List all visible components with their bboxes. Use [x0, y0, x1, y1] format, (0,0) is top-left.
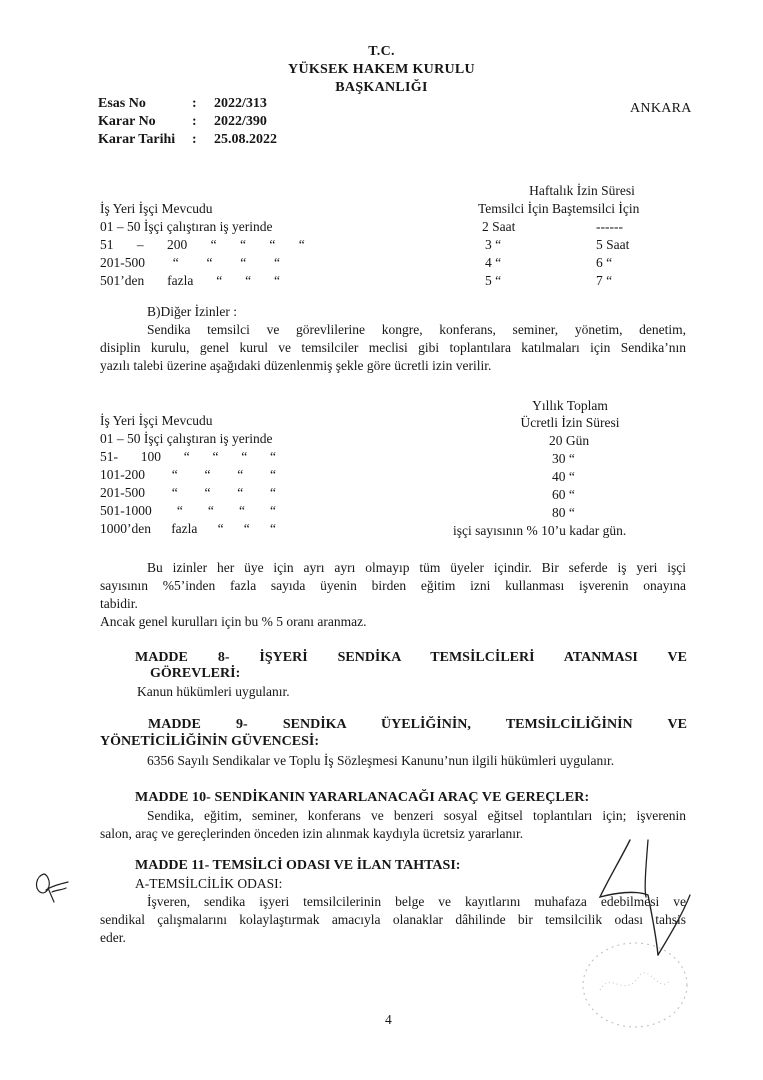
madde11-subtitle: A-TEMSİLCİLİK ODASI:: [135, 876, 283, 891]
table2-row-value: 30 “: [552, 451, 575, 466]
meta-value: 2022/313: [214, 96, 267, 111]
madde9-body: 6356 Sayılı Sendikalar ve Toplu İş Sözleşmesi Kanunu’nun ilgili hükümleri uygulanır.: [147, 753, 615, 768]
table2-row-label: 101-200 “ “ “ “: [100, 467, 276, 482]
madde8-title: MADDE 8- İŞYERİ SENDİKA TEMSİLCİLERİ ATANMASI VE: [135, 650, 687, 665]
table1-row-label: 501’den fazla “ “ “: [100, 273, 280, 288]
madde11-body-line: sendikal çalışmalarını kolaylaştırmak amacıyla olanaklar dâhilinde bir temsilcilik odası tahsis: [100, 912, 686, 927]
table1-row-temsilci: 3 “: [485, 237, 502, 252]
section-b-para-line: yazılı talebi üzerine aşağıdaki düzenlenmiş şekle göre ücretli izin verilir.: [100, 358, 492, 373]
table2-row-value: 20 Gün: [549, 433, 590, 448]
table1-row-label: 51 – 200 “ “ “ “: [100, 237, 305, 252]
table1-row-bas: 5 Saat: [596, 237, 630, 252]
meta-value: 2022/390: [214, 114, 267, 129]
table1-right-header1: Haftalık İzin Süresi: [529, 183, 635, 198]
table1-right-header2: Temsilci İçin Baştemsilci İçin: [478, 201, 640, 216]
table1-row-temsilci: 5 “: [485, 273, 502, 288]
table2-row-label: 501-1000 “ “ “ “: [100, 503, 276, 518]
table2-left-header: İş Yeri İşçi Mevcudu: [100, 413, 213, 428]
note-line: Bu izinler her üye için ayrı ayrı olmayıp tüm üyeler içindir. Bir seferde iş yeri işçi: [147, 560, 686, 575]
table1-row-label: 01 – 50 İşçi çalıştıran iş yerinde: [100, 219, 273, 234]
table2-row-value: işçi sayısının % 10’u kadar gün.: [453, 523, 627, 538]
page-number: 4: [385, 1012, 392, 1027]
table1-row-temsilci: 4 “: [485, 255, 502, 270]
header-presidency: BAŞKANLIĞI: [335, 80, 428, 95]
madde11-body-line: eder.: [100, 930, 126, 945]
handwritten-initial: [30, 868, 72, 906]
madde9-title: MADDE 9- SENDİKA ÜYELİĞİNİN, TEMSİLCİLİĞİNİN VE: [148, 717, 687, 732]
table2-right-header1: Yıllık Toplam: [532, 398, 608, 413]
table2-row-label: 1000’den fazla “ “ “: [100, 521, 276, 536]
table1-row-bas: ------: [596, 219, 623, 234]
madde11-title: MADDE 11- TEMSİLCİ ODASI VE İLAN TAHTASI:: [135, 858, 461, 873]
note-line: tabidir.: [100, 596, 138, 611]
header-institution: YÜKSEK HAKEM KURULU: [288, 62, 475, 77]
madde11-body-line: İşveren, sendika işyeri temsilcilerinin belge ve kayıtlarını muhafaza edebilmesi ve: [147, 894, 686, 909]
meta-sep: :: [192, 114, 197, 129]
meta-label: Karar Tarihi: [98, 132, 176, 147]
note-line: Ancak genel kurulları için bu % 5 oranı aranmaz.: [100, 614, 367, 629]
table1-row-bas: 6 “: [596, 255, 613, 270]
madde10-title: MADDE 10- SENDİKANIN YARARLANACAĞI ARAÇ VE GEREÇLER:: [135, 790, 590, 805]
stamp-trace: [570, 930, 700, 1040]
section-b-para-line: disiplin kurulu, genel kurul ve temsilciler meclisi gibi toplantılara katılmaları için Sendika’nın: [100, 340, 686, 355]
table1-left-header: İş Yeri İşçi Mevcudu: [100, 201, 213, 216]
meta-value: 25.08.2022: [214, 132, 277, 147]
madde9-title-cont: YÖNETİCİLİĞİNİN GÜVENCESİ:: [100, 734, 319, 749]
madde8-title-cont: GÖREVLERİ:: [150, 666, 241, 681]
meta-label: Karar No: [98, 114, 156, 129]
header-tc: T.C.: [368, 44, 395, 59]
madde10-body-line: Sendika, eğitim, seminer, konferans ve benzeri sosyal eğitsel toplantıları için; işverenin: [147, 808, 686, 823]
table1-row-label: 201-500 “ “ “ “: [100, 255, 280, 270]
meta-label: Esas No: [98, 96, 146, 111]
table2-row-value: 60 “: [552, 487, 575, 502]
table2-row-label: 01 – 50 İşçi çalıştıran iş yerinde: [100, 431, 273, 446]
table2-row-label: 201-500 “ “ “ “: [100, 485, 276, 500]
meta-sep: :: [192, 96, 197, 111]
table2-row-label: 51- 100 “ “ “ “: [100, 449, 276, 464]
meta-sep: :: [192, 132, 197, 147]
city: ANKARA: [630, 101, 692, 116]
table1-row-temsilci: 2 Saat: [482, 219, 516, 234]
note-line: sayısının %5’inden fazla sayıda üyenin birden eğitim izni kullanması işverenin onayına: [100, 578, 686, 593]
table2-right-header2: Ücretli İzin Süresi: [520, 415, 620, 430]
section-b-title: B)Diğer İzinler :: [147, 304, 237, 319]
madde10-body-line: salon, araç ve gereçlerinden önceden izin alınmak kaydıyla ücretsiz yararlanır.: [100, 826, 524, 841]
table1-row-bas: 7 “: [596, 273, 613, 288]
table2-row-value: 40 “: [552, 469, 575, 484]
madde8-body: Kanun hükümleri uygulanır.: [137, 684, 290, 699]
table2-row-value: 80 “: [552, 505, 575, 520]
section-b-para-line: Sendika temsilci ve görevlilerine kongre, konferans, seminer, yönetim, denetim,: [147, 322, 686, 337]
